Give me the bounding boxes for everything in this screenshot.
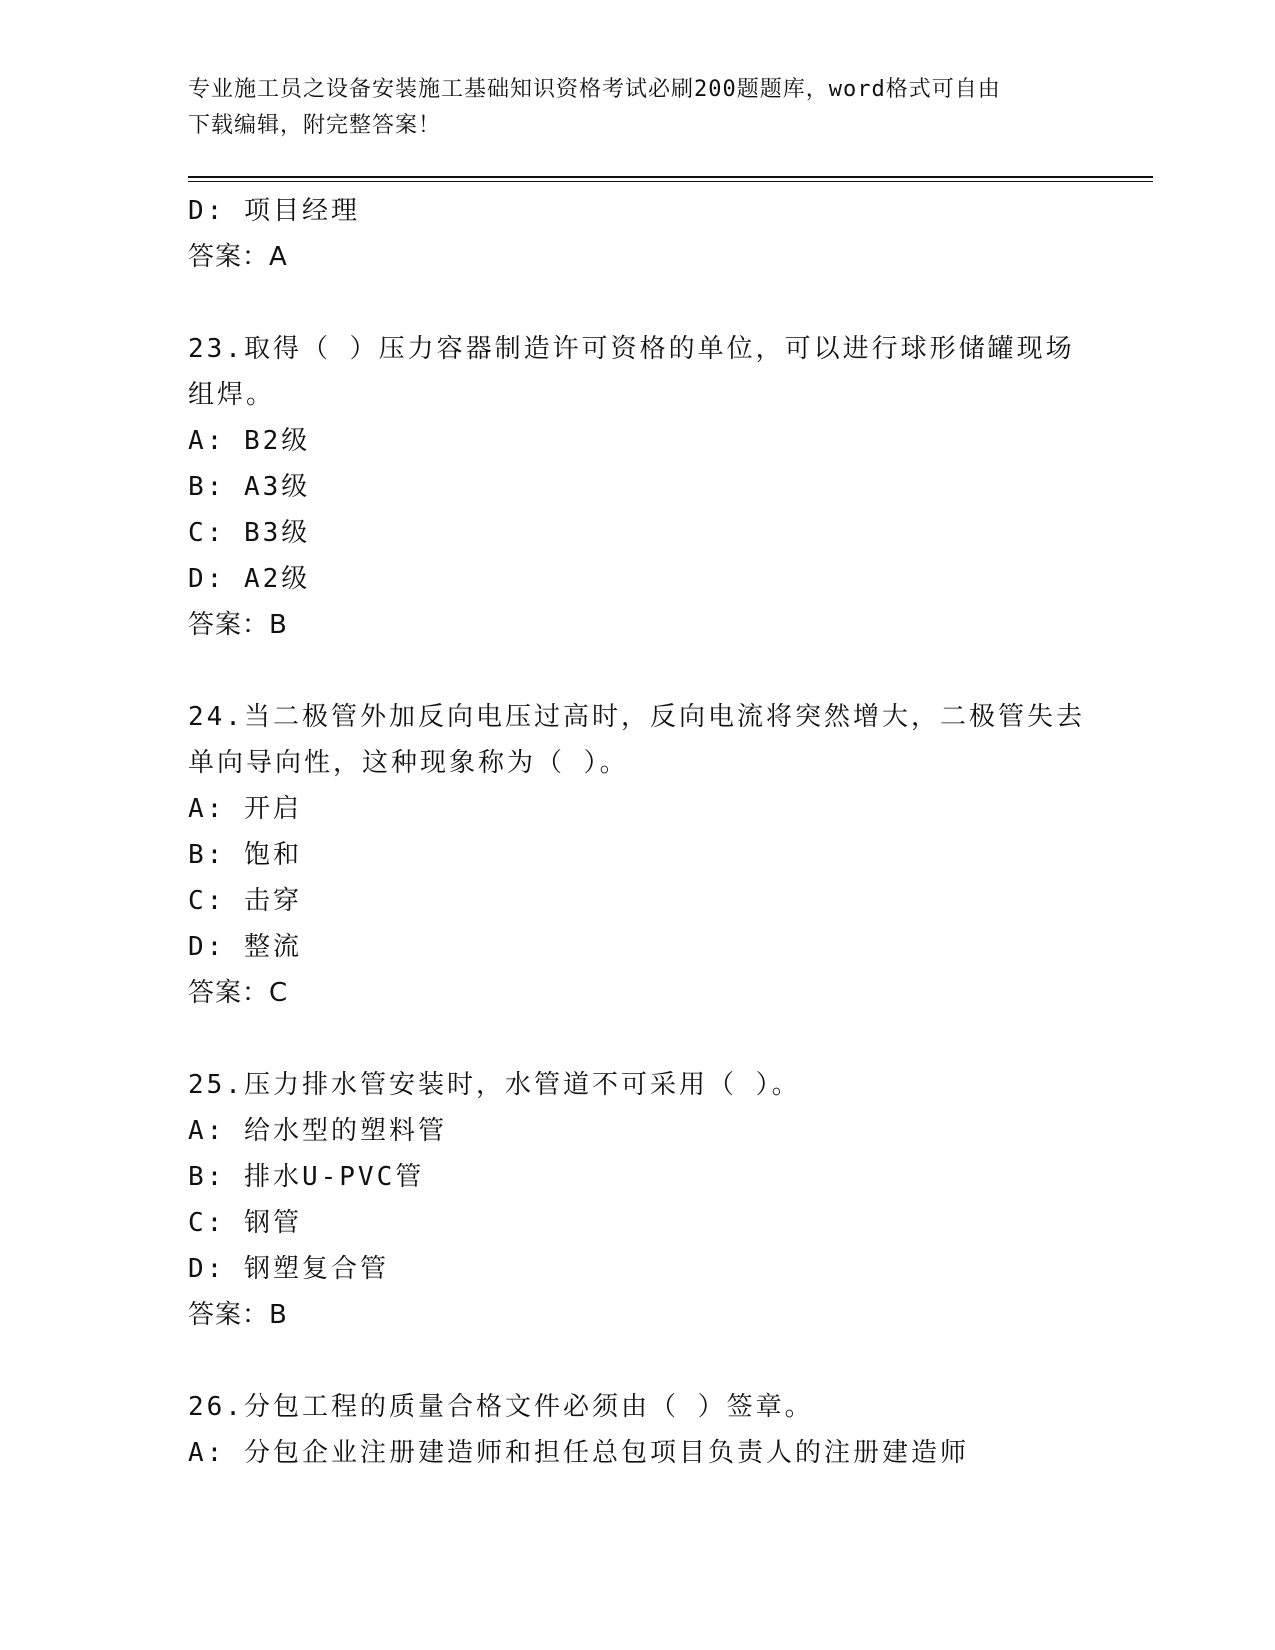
option-b: B: 饱和 [188, 840, 302, 870]
spacer [188, 280, 1128, 326]
option-a: A: 开启 [188, 794, 302, 824]
option-a: A: 给水型的塑料管 [188, 1116, 447, 1146]
question-stem-line-1: 24.当二极管外加反向电压过高时，反向电流将突然增大，二极管失去 [188, 702, 1085, 732]
option-c: C: 击穿 [188, 886, 302, 916]
option-c: C: B3级 [188, 518, 311, 548]
question-25 [188, 1062, 1128, 1338]
header-divider-thin [188, 181, 1153, 182]
header-line-2: 下载编辑，附完整答案！ [188, 113, 442, 138]
question-stem-line-2: 组焊。 [188, 380, 276, 410]
question-stem-line-1: 25.压力排水管安装时，水管道不可采用（ ）。 [188, 1070, 801, 1100]
answer-line: 答案：C [188, 978, 289, 1008]
option-c: C: 钢管 [188, 1208, 302, 1238]
header-line-1: 专业施工员之设备安装施工基础知识资格考试必刷200题题库，word格式可自由 [188, 77, 1001, 102]
question-stem-line-1: 26.分包工程的质量合格文件必须由（ ）签章。 [188, 1392, 814, 1422]
option-d: D: 钢塑复合管 [188, 1254, 389, 1284]
option-d: D: A2级 [188, 564, 311, 594]
spacer [188, 648, 1128, 694]
answer-line: 答案：B [188, 610, 288, 640]
answer-line: 答案：A [188, 242, 288, 272]
document-header [188, 72, 1068, 144]
question-26 [188, 1384, 1128, 1476]
spacer [188, 1016, 1128, 1062]
header-divider-thick [188, 176, 1153, 178]
option-b: B: 排水U-PVC管 [188, 1162, 425, 1192]
option-a: A: 分包企业注册建造师和担任总包项目负责人的注册建造师 [188, 1438, 969, 1468]
option-b: B: A3级 [188, 472, 311, 502]
option-d: D: 整流 [188, 932, 302, 962]
option-a: A: B2级 [188, 426, 311, 456]
question-stem-line-2: 单向导向性，这种现象称为（ ）。 [188, 748, 629, 778]
spacer [188, 1338, 1128, 1384]
question-24 [188, 694, 1128, 1016]
answer-line: 答案：B [188, 1300, 288, 1330]
question-23 [188, 326, 1128, 648]
option-d: D: 项目经理 [188, 196, 360, 226]
question-list [188, 188, 1128, 1476]
question-stem-line-1: 23.取得（ ）压力容器制造许可资格的单位，可以进行球形储罐现场 [188, 334, 1075, 364]
question-22-tail [188, 188, 1128, 280]
